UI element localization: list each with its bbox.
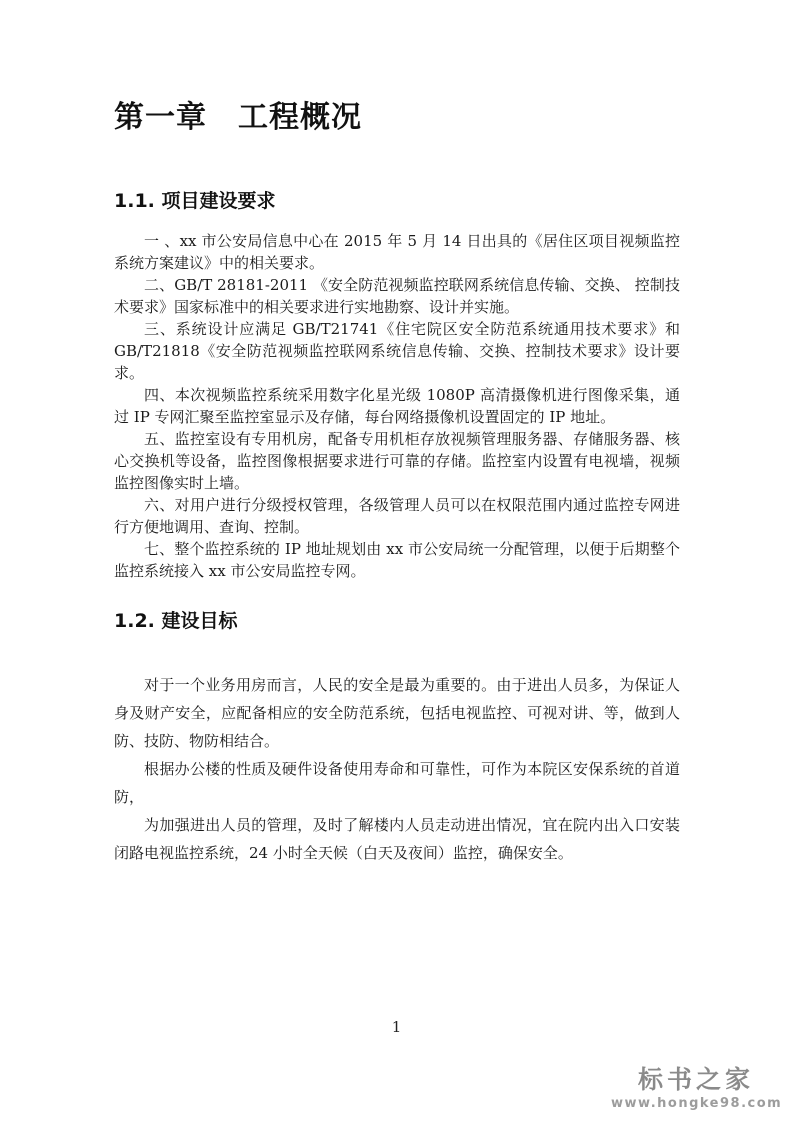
watermark-site-name: 标书之家 [637, 1065, 754, 1094]
document-content [114, 0, 680, 867]
paragraph: 根据办公楼的性质及硬件设备使用寿命和可靠性，可作为本院区安保系统的首道防， [114, 760, 680, 806]
section-construction-goals [114, 608, 680, 867]
section-heading-1-2: 1.2. 建设目标 [114, 610, 238, 632]
paragraph: 七、整个监控系统的 IP 地址规划由 xx 市公安局统一分配管理，以便于后期整个监控系统接入 xx 市公安局监控专网。 [114, 540, 680, 580]
paragraph: 三、系统设计应满足 GB/T21741《住宅院区安全防范系统通用技术要求》和 GB/T21818《安全防范视频监控联网系统信息传输、交换、控制技术要求》设计要求。 [114, 320, 680, 382]
paragraph: 二、GB/T 28181-2011 《安全防范视频监控联网系统信息传输、交换、 控制技术要求》国家标准中的相关要求进行实地勘察、设计并实施。 [114, 276, 680, 316]
watermark-site-url: www.hongke98.com [611, 1096, 783, 1111]
paragraph: 对于一个业务用房而言，人民的安全是最为重要的。由于进出人员多，为保证人身及财产安全，应配备相应的安全防范系统，包括电视监控、可视对讲、等，做到人防、技防、物防相结合。 [114, 676, 680, 750]
section-1-1-body [114, 230, 680, 582]
paragraph: 四、本次视频监控系统采用数字化星光级 1080P 高清摄像机进行图像采集，通过 IP 专网汇聚至监控室显示及存储，每台网络摄像机设置固定的 IP 地址。 [114, 386, 680, 426]
section-1-2-body [114, 671, 680, 867]
chapter-title: 第一章 工程概况 [114, 100, 362, 135]
paragraph: 为加强进出人员的管理，及时了解楼内人员走动进出情况，宜在院内出入口安装闭路电视监控系统，24 小时全天候（白天及夜间）监控，确保安全。 [114, 816, 680, 862]
section-project-requirements [114, 188, 680, 582]
paragraph: 五、监控室设有专用机房，配备专用机柜存放视频管理服务器、存储服务器、核心交换机等设备，监控图像根据要求进行可靠的存储。监控室内设置有电视墙，视频监控图像实时上墙。 [114, 430, 680, 492]
section-heading-1-1: 1.1. 项目建设要求 [114, 190, 276, 212]
paragraph: 六、对用户进行分级授权管理，各级管理人员可以在权限范围内通过监控专网进行方便地调用、查询、控制。 [114, 496, 680, 536]
paragraph: 一 、xx 市公安局信息中心在 2015 年 5 月 14 日出具的《居住区项目视频监控系统方案建议》中的相关要求。 [114, 232, 680, 272]
watermark [611, 1065, 781, 1112]
page-number: 1 [391, 1018, 402, 1036]
